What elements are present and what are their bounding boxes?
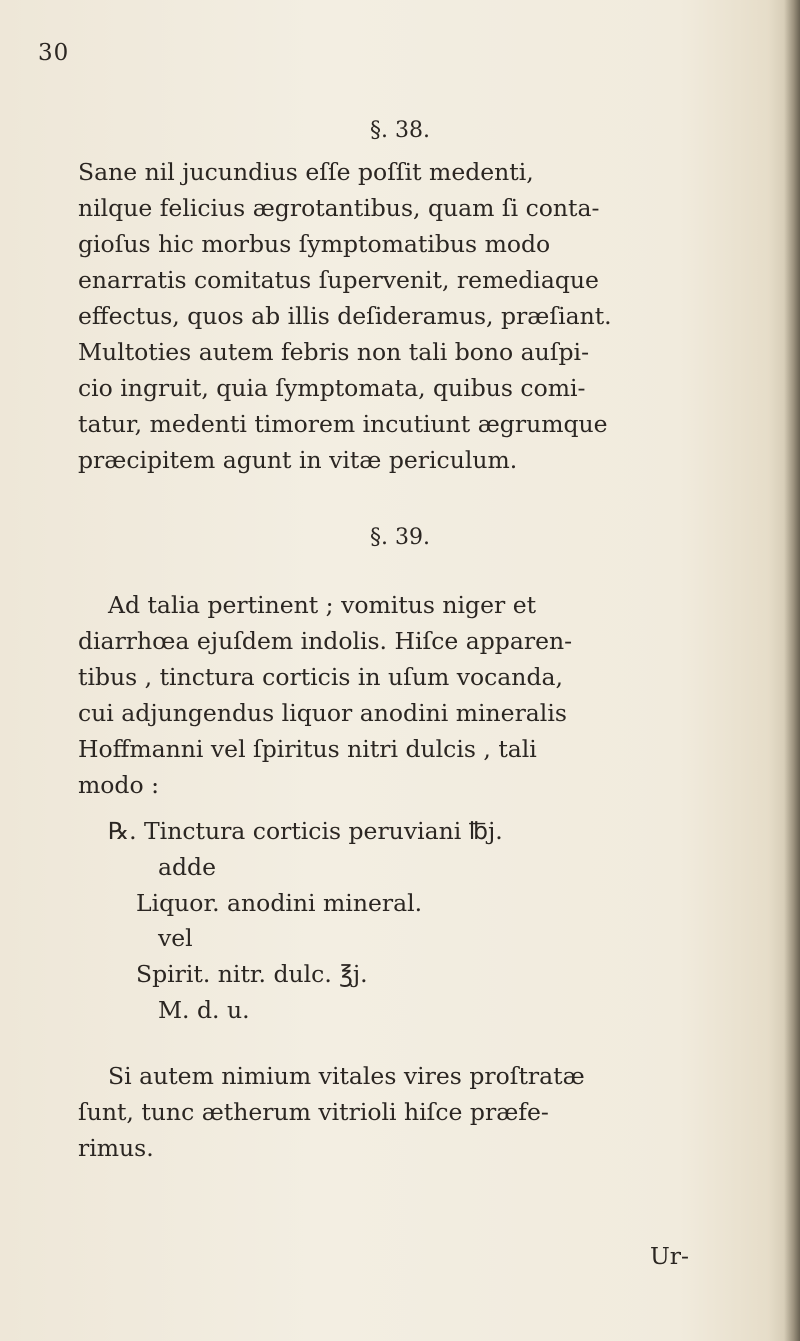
text-line: tibus , tinctura corticis in uſum vocanda,	[78, 663, 563, 691]
recipe-line: adde	[158, 853, 217, 881]
recipe-line: Liquor. anodini mineral.	[136, 889, 423, 917]
text-line: diarrhœa ejuſdem indolis. Hiſce apparen-	[78, 627, 573, 655]
text-line: nilque felicius ægrotantibus, quam ſi conta-	[78, 194, 600, 222]
text-line: enarratis comitatus ſupervenit, remediaque	[78, 266, 599, 294]
text-line: Multoties autem febris non tali bono auſpi-	[78, 338, 590, 366]
text-line: præcipitem agunt in vitæ periculum.	[78, 446, 518, 474]
text-line: modo :	[78, 771, 160, 799]
text-line: cio ingruit, quia ſymptomata, quibus comi-	[78, 374, 586, 402]
recipe-line: vel	[158, 924, 193, 952]
text-line: effectus, quos ab illis deſideramus, præſiant.	[78, 302, 612, 330]
text-line: Sane nil jucundius eſſe poſſit medenti,	[78, 158, 534, 186]
page-edge-shadow	[784, 0, 800, 1341]
text-line: gioſus hic morbus ſymptomatibus modo	[78, 230, 551, 258]
paragraph-closing	[78, 1058, 728, 1166]
text-line: Si autem nimium vitales vires proſtratæ	[108, 1062, 585, 1090]
paragraph-38	[78, 154, 728, 478]
section-heading-39: §. 39.	[370, 525, 430, 550]
text-line: cui adjungendus liquor anodini mineralis	[78, 699, 567, 727]
recipe-line: Spirit. nitr. dulc. ℥j.	[136, 960, 368, 988]
catchword: Ur-	[650, 1242, 689, 1270]
recipe-line: ℞. Tinctura corticis peruviani ℔j.	[108, 817, 503, 845]
recipe-line: M. d. u.	[158, 996, 250, 1024]
paragraph-39	[78, 587, 728, 803]
text-line: Hoffmanni vel ſpiritus nitri dulcis , tali	[78, 735, 537, 763]
section-heading-38: §. 38.	[370, 118, 430, 143]
text-line: tatur, medenti timorem incutiunt ægrumque	[78, 410, 608, 438]
text-line: Ad talia pertinent ; vomitus niger et	[108, 591, 537, 619]
text-line: ſunt, tunc ætherum vitrioli hiſce præfe-	[78, 1098, 549, 1126]
page-number: 30	[38, 40, 70, 66]
text-line: rimus.	[78, 1134, 154, 1162]
